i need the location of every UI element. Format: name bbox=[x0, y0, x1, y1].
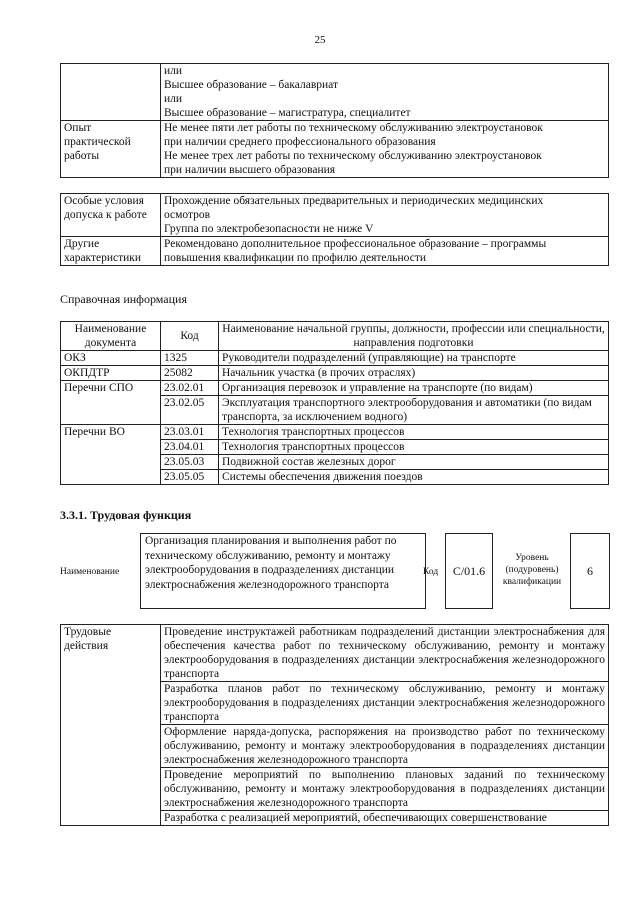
function-name-box: Организация планирования и выполнения работ по техническому обслуживанию, ремонту и монтажу электрооборудования в подразделениях дистанции электроснабжения железнодорожного транспорта bbox=[140, 533, 426, 609]
cell-code: 23.04.01 bbox=[161, 440, 219, 455]
reference-table bbox=[60, 321, 609, 485]
cell-doc: ОКЗ bbox=[61, 351, 161, 366]
level-label: Уровень (подуровень) квалификации bbox=[502, 553, 562, 587]
cell-doc: Перечни ВО bbox=[61, 425, 161, 485]
text-line: при наличии среднего профессионального образования bbox=[164, 136, 436, 148]
table-header-row bbox=[61, 322, 609, 351]
cell-code: 25082 bbox=[161, 366, 219, 381]
action-item: Разработка с реализацией мероприятий, обеспечивающих совершенствование bbox=[161, 811, 609, 826]
header-doc: Наименование документа bbox=[61, 322, 161, 351]
header-code: Код bbox=[161, 322, 219, 351]
cell-code: 23.02.05 bbox=[161, 396, 219, 425]
action-item: Разработка планов работ по техническому обслуживанию, ремонту и монтажу электрооборудования в подразделениях дистанции электроснабжения железнодорожного транспорта bbox=[161, 682, 609, 725]
actions-table bbox=[60, 624, 609, 826]
experience-cell bbox=[161, 121, 609, 178]
cell-code: 23.05.05 bbox=[161, 470, 219, 485]
action-item: Проведение инструктажей работникам подразделений дистанции электроснабжения для обеспечения качества работ по техническому обслуживанию, ремонту и монтажу электрооборудования в подразделениях дистанции электроснабжения железнодорожного транспорта bbox=[161, 625, 609, 682]
row-label bbox=[61, 64, 161, 121]
text-line: Высшее образование – бакалавриат bbox=[164, 79, 338, 91]
table-row bbox=[61, 351, 609, 366]
table-row bbox=[61, 194, 609, 237]
cell-code: 23.03.01 bbox=[161, 425, 219, 440]
table-row bbox=[61, 237, 609, 266]
cell-name: Организация перевозок и управление на транспорте (по видам) bbox=[219, 381, 609, 396]
conditions-cell bbox=[161, 194, 609, 237]
table-row bbox=[61, 366, 609, 381]
text-line: Группа по электробезопасности не ниже V bbox=[164, 223, 374, 235]
page-number: 25 bbox=[314, 34, 326, 46]
table-row bbox=[61, 381, 609, 396]
cell-code: 1325 bbox=[161, 351, 219, 366]
cell-doc: Перечни СПО bbox=[61, 381, 161, 425]
text-line: Прохождение обязательных предварительных и периодических медицинских bbox=[164, 195, 544, 207]
text-line: Рекомендовано дополнительное профессиональное образование – программы bbox=[164, 238, 547, 250]
text-line: Не менее пяти лет работы по техническому обслуживанию электроустановок bbox=[164, 122, 543, 134]
row-label: Другие характеристики bbox=[61, 237, 161, 266]
cell-name: Руководители подразделений (управляющие) на транспорте bbox=[219, 351, 609, 366]
text-line: Высшее образование – магистратура, специалитет bbox=[164, 107, 411, 119]
cell-name: Подвижной состав железных дорог bbox=[219, 455, 609, 470]
row-label: Опыт практической работы bbox=[61, 121, 161, 178]
text-line: Не менее трех лет работы по техническому обслуживанию электроустановок bbox=[164, 150, 542, 162]
row-label: Особые условия допуска к работе bbox=[61, 194, 161, 237]
cell-code: 23.05.03 bbox=[161, 455, 219, 470]
cell-name: Системы обеспечения движения поездов bbox=[219, 470, 609, 485]
action-item: Оформление наряда-допуска, распоряжения на производство работ по техническому обслуживанию, ремонту и монтажу электрооборудования в подразделениях дистанции электроснабжения железнодорожного транспорта bbox=[161, 725, 609, 768]
table-row bbox=[61, 121, 609, 178]
text-line: или bbox=[164, 65, 183, 77]
cell-name: Начальник участка (в прочих отраслях) bbox=[219, 366, 609, 381]
function-title: 3.3.1. Трудовая функция bbox=[60, 508, 192, 522]
cell-code: 23.02.01 bbox=[161, 381, 219, 396]
text-line: при наличии высшего образования bbox=[164, 164, 336, 176]
cell-name: Технология транспортных процессов bbox=[219, 425, 609, 440]
education-cell bbox=[161, 64, 609, 121]
table-row bbox=[61, 625, 609, 682]
text-line: осмотров bbox=[164, 209, 211, 221]
text-line: или bbox=[164, 93, 183, 105]
table-row bbox=[61, 64, 609, 121]
other-cell bbox=[161, 237, 609, 266]
conditions-table bbox=[60, 193, 609, 266]
name-label: Наименование bbox=[60, 567, 120, 577]
requirements-table bbox=[60, 63, 609, 178]
code-label: Код bbox=[423, 567, 439, 577]
code-box: C/01.6 bbox=[445, 533, 493, 609]
cell-name: Эксплуатация транспортного электрооборудования и автоматики (по видам транспорта, за исключением водного) bbox=[219, 396, 609, 425]
cell-name: Технология транспортных процессов bbox=[219, 440, 609, 455]
table-row bbox=[61, 425, 609, 440]
cell-doc: ОКПДТР bbox=[61, 366, 161, 381]
actions-label: Трудовые действия bbox=[61, 625, 161, 826]
level-box: 6 bbox=[570, 533, 610, 609]
reference-title: Справочная информация bbox=[60, 292, 187, 306]
action-item: Проведение мероприятий по выполнению плановых заданий по техническому обслуживанию, ремонту и монтажу электрооборудования в подразделениях дистанции электроснабжения железнодорожного транспорта bbox=[161, 768, 609, 811]
text-line: повышения квалификации по профилю деятельности bbox=[164, 252, 426, 264]
header-name: Наименование начальной группы, должности, профессии или специальности, направления подготовки bbox=[219, 322, 609, 351]
